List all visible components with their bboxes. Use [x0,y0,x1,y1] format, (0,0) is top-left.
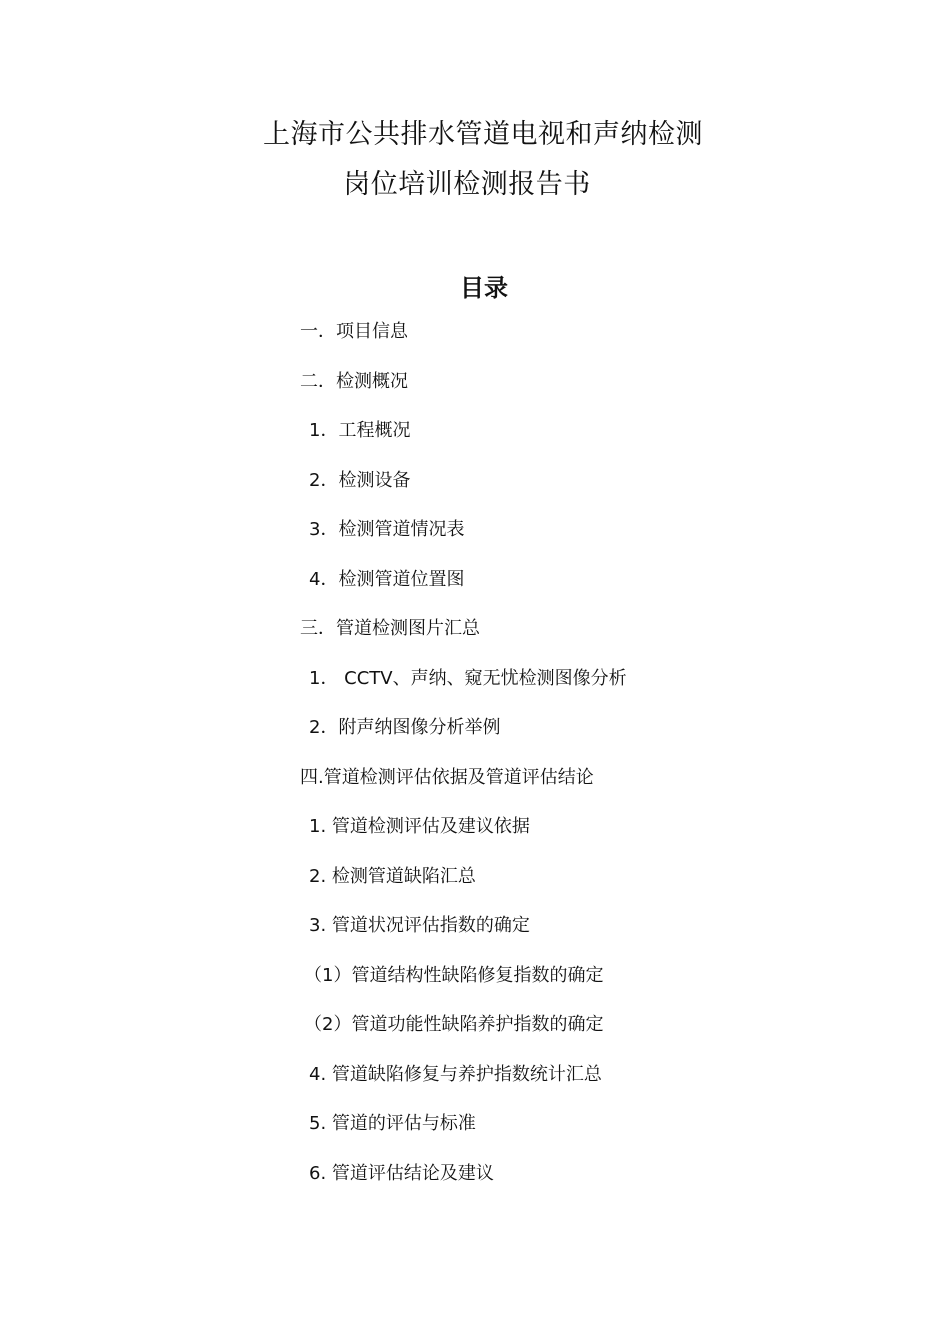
toc-item: 4. 管道缺陷修复与养护指数统计汇总 [309,1063,602,1085]
toc-item: 2．检测设备 [309,469,411,491]
toc-item: （1）管道结构性缺陷修复指数的确定 [304,964,604,986]
document-title-line1: 上海市公共排水管道电视和声纳检测 [263,119,703,150]
toc-item: （2）管道功能性缺陷养护指数的确定 [304,1014,604,1035]
table-of-contents [300,320,900,1211]
toc-item: 1．工程概况 [309,420,411,441]
toc-item: 2．附声纳图像分析举例 [309,717,501,738]
toc-item: 6. 管道评估结论及建议 [309,1162,494,1184]
toc-item: 三．管道检测图片汇总 [300,618,480,639]
toc-item: 3. 管道状况评估指数的确定 [309,915,530,936]
toc-item: 2. 检测管道缺陷汇总 [309,865,476,887]
toc-heading: 目录 [460,274,508,302]
toc-item: 5. 管道的评估与标准 [309,1113,476,1134]
toc-item: 3．检测管道情况表 [309,519,465,540]
document-title-line2: 岗位培训检测报告书 [343,169,591,200]
toc-item: 一．项目信息 [300,321,408,342]
toc-item: 四.管道检测评估依据及管道评估结论 [300,766,594,788]
toc-item: 二．检测概况 [300,370,408,392]
toc-item: 1． CCTV、声纳、窥无忧检测图像分析 [309,667,627,689]
toc-item: 1. 管道检测评估及建议依据 [309,816,530,837]
toc-item: 4．检测管道位置图 [309,568,465,590]
